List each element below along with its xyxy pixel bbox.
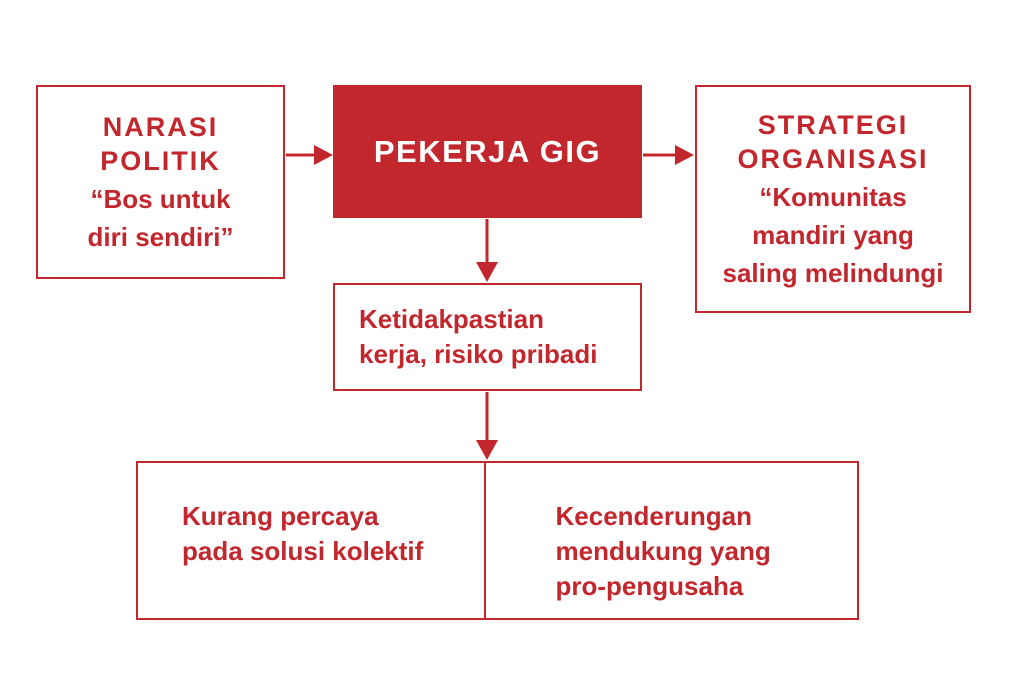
arrow-pekerja-to-strategi xyxy=(643,145,694,165)
narasi-quote-line2: diri sendiri” xyxy=(87,222,234,252)
outcome-left-cell xyxy=(138,463,486,618)
strategi-quote-line1: “Komunitas xyxy=(759,182,907,212)
outcomes-box xyxy=(136,461,859,620)
strategi-title-line1: STRATEGI xyxy=(757,110,909,140)
narasi-title-line1: NARASI xyxy=(102,112,219,142)
strategi-title-line2: ORGANISASI xyxy=(737,144,929,174)
pekerja-gig-title: PEKERJA GIG xyxy=(373,133,602,169)
outcome-right-line2: mendukung yang xyxy=(555,536,771,566)
pekerja-gig-box xyxy=(333,85,642,218)
ketidakpastian-line2: kerja, risiko pribadi xyxy=(359,339,598,369)
arrow-pekerja-to-ketidakpastian xyxy=(476,219,498,282)
ketidakpastian-line1: Ketidakpastian xyxy=(359,304,544,334)
strategi-organisasi-box xyxy=(695,85,971,313)
ketidakpastian-box xyxy=(333,283,642,391)
strategi-quote-line2: mandiri yang xyxy=(752,220,914,250)
outcome-right-line3: pro-pengusaha xyxy=(555,571,744,601)
outcome-right-cell xyxy=(486,463,858,618)
strategi-quote-line3: saling melindungi xyxy=(722,258,944,288)
narasi-quote-line1: “Bos untuk xyxy=(90,184,231,214)
outcome-left-line2: pada solusi kolektif xyxy=(182,536,424,566)
outcome-right-line1: Kecenderungan xyxy=(555,501,752,531)
narasi-politik-box xyxy=(36,85,285,279)
arrow-ketidakpastian-to-outcomes xyxy=(476,392,498,460)
outcome-left-line1: Kurang percaya xyxy=(182,501,379,531)
narasi-title-line2: POLITIK xyxy=(100,146,221,176)
arrow-narasi-to-pekerja xyxy=(286,145,333,165)
